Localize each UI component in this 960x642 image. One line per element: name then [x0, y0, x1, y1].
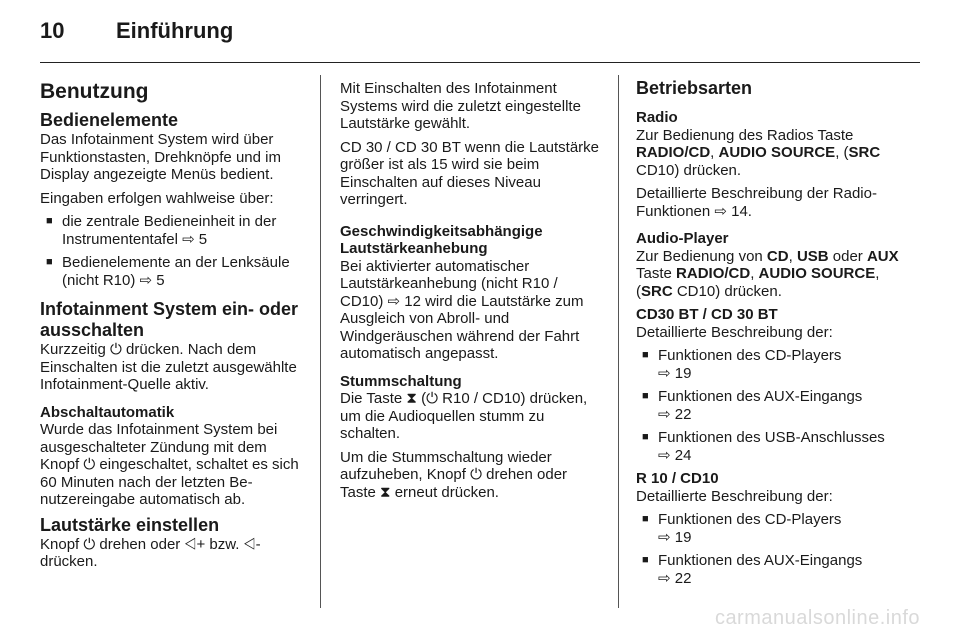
paragraph: Wurde das Infotainment System bei ausgeschalteter Zündung mit dem Knopf ⏻ eingeschaltet, schaltet es sich 60 Minuten nach der letzten Be- nutzereingabe automatisch ab. — [40, 421, 299, 508]
key-label: AUDIO SOURCE — [758, 265, 876, 282]
list-item — [636, 388, 910, 423]
list-item — [636, 429, 910, 464]
page-reference: ⇨ 19 — [658, 364, 692, 382]
text: Zur Bedienung des Radios Taste — [636, 126, 854, 144]
text: CD10) drücken. — [636, 161, 742, 179]
heading-r10: R 10 / CD10 — [636, 470, 719, 487]
list-item — [636, 552, 910, 587]
key-label: AUX — [866, 247, 899, 265]
header-rule — [40, 62, 920, 63]
text: , ( — [636, 265, 880, 300]
paragraph: Eingaben erfolgen wahlweise über: — [40, 189, 274, 207]
list-item — [636, 347, 910, 382]
heading-benutzung: Benutzung — [40, 80, 149, 103]
paragraph: Das Infotainment System wird über Funktionstasten, Drehknöpfe und im Display angezeigte Menüs bedient. — [40, 131, 281, 183]
page-header — [40, 18, 920, 46]
page-reference: ⇨ 22 — [658, 405, 692, 423]
list-item-text: Funktionen des CD-Players — [658, 511, 842, 528]
key-label: SRC — [641, 282, 673, 300]
key-label: CD — [766, 247, 789, 265]
key-label: SRC — [848, 144, 881, 161]
paragraph: CD 30 / CD 30 BT wenn die Lautstärke größer ist als 15 wird sie beim Einschalten auf dieses Niveau verringert. — [340, 138, 600, 208]
page-reference: ⇨ 24 — [658, 446, 692, 464]
heading-ein-aus: Infotainment System ein- oder ausschalten — [40, 299, 299, 340]
column-3 — [636, 70, 910, 593]
list-item: ■ die zentrale Bedieneinheit in der Instrumententafel ⇨ 5 — [40, 213, 302, 248]
paragraph: Knopf ⏻ drehen oder ◁+ bzw. ◁- drücken. — [40, 535, 261, 570]
paragraph: Die Taste ⧗ (⏻ R10 / CD10) drücken, um die Audioquellen stumm zu schalten. — [340, 390, 588, 442]
heading-audio-player: Audio-Player — [636, 230, 729, 247]
paragraph: Mit Einschalten des Infotainment Systems wird die zuletzt eingestellte Lautstärke gewählt. — [340, 80, 581, 132]
page-number: 10 — [40, 18, 65, 43]
column-divider-2 — [618, 75, 619, 608]
page-title: Einführung — [116, 18, 234, 43]
heading-bedienelemente: Bedienelemente — [40, 110, 179, 130]
heading-betriebsarten: Betriebsarten — [636, 78, 753, 98]
watermark: carmanualsonline.info — [714, 607, 920, 629]
paragraph — [636, 248, 910, 301]
page-reference: ⇨ 22 — [658, 569, 692, 587]
list-item-text: Funktionen des USB-Anschlusses — [658, 429, 885, 446]
list-item — [636, 511, 910, 546]
paragraph: Detaillierte Beschreibung der Radio-Funktionen ⇨ 14. — [636, 185, 877, 220]
paragraph: Bei aktivierter automatischer Lautstärkeanhebung (nicht R10 / CD10) ⇨ 12 wird die Lautstärke zum Ausgleich von Abroll- und Windgeräuschen während der Fahrt automatisch angepasst. — [340, 257, 584, 362]
text: , — [788, 247, 797, 265]
paragraph: Kurzzeitig ⏻ drücken. Nach dem Einschalten ist die zuletzt ausgewählte Infotainment-Quelle aktiv. — [40, 341, 297, 393]
paragraph — [636, 127, 910, 180]
key-label: AUDIO SOURCE — [718, 144, 836, 161]
text: CD10) drücken. — [672, 282, 782, 300]
key-label: USB — [796, 247, 829, 265]
column-2 — [340, 80, 602, 507]
key-label: RADIO/CD — [676, 265, 751, 282]
heading-geschwindigkeit: Geschwindigkeitsabhängige Lautstärkeanhebung — [340, 222, 543, 257]
heading-lautstaerke: Lautstärke einstellen — [40, 514, 220, 535]
text: , ( — [835, 144, 849, 161]
text: Taste — [636, 265, 677, 282]
text: , — [750, 265, 759, 282]
paragraph: Detaillierte Beschreibung der: — [636, 487, 833, 505]
heading-radio: Radio — [636, 109, 678, 126]
list-item: ■ Bedienelemente an der Lenksäule (nicht R10) ⇨ 5 — [40, 254, 302, 289]
heading-stummschaltung: Stummschaltung — [340, 372, 462, 390]
text: oder — [828, 247, 867, 265]
list-item-text: Funktionen des AUX-Eingangs — [658, 388, 863, 405]
paragraph: Um die Stummschaltung wieder aufzuheben, Knopf ⏻ drehen oder Taste ⧗ erneut drücken. — [340, 448, 568, 501]
list-item-text: Funktionen des AUX-Eingangs — [658, 552, 863, 569]
text: Zur Bedienung von — [636, 247, 767, 265]
column-divider-1 — [320, 75, 321, 608]
column-1 — [40, 70, 302, 577]
text: , — [710, 144, 719, 161]
page-reference: ⇨ 19 — [658, 528, 692, 546]
list-item-text: Funktionen des CD-Players — [658, 347, 842, 364]
key-label: RADIO/CD — [636, 144, 711, 161]
paragraph: Detaillierte Beschreibung der: — [636, 323, 833, 341]
heading-cd30: CD30 BT / CD 30 BT — [636, 306, 778, 323]
heading-abschaltautomatik: Abschaltautomatik — [40, 403, 175, 421]
